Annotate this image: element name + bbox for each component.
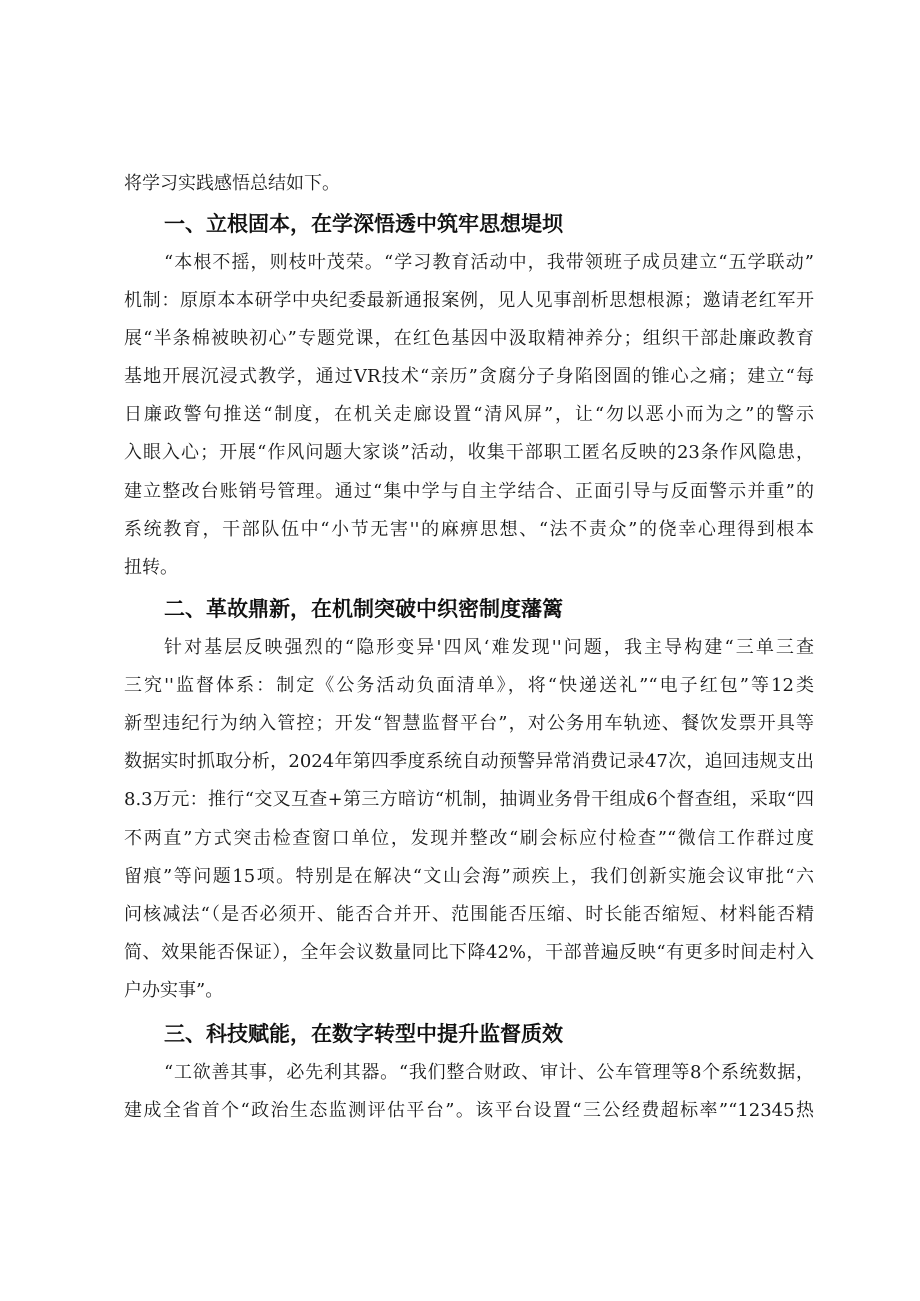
section-3-line-2: 建成全省首个“政治生态监测评估平台”。该平台设置“三公经费超标率”“12345热 <box>124 1100 814 1121</box>
section-3-line-1: “工欲善其事，必先利其器。“我们整合财政、审计、公车管理等8个系统数据， <box>164 1062 814 1083</box>
section-1-line-2: 机制：原原本本研学中央纪委最新通报案例，见人见事剖析思想根源；邀请老红军开 <box>124 290 814 311</box>
section-1-heading: 一、立根固本，在学深悟透中筑牢思想堤坝 <box>164 212 563 236</box>
section-2-line-7: 留痕”等问题15项。特别是在解决“文山会海”顽疾上，我们创新实施会议审批“六 <box>124 866 814 887</box>
section-2-heading: 二、革故鼎新，在机制突破中织密制度藩篱 <box>164 597 563 621</box>
section-1-line-5: 日廉政警句推送“制度，在机关走廊设置“清风屏”，让“勿以恶小而为之”的警示 <box>124 404 814 425</box>
section-2-line-2: 三究''监督体系：制定《公务活动负面清单》，将“快递送礼”“电子红包”等12类 <box>124 675 814 696</box>
section-1-line-1: “本根不摇，则枝叶茂荣。“学习教育活动中，我带领班子成员建立“五学联动” <box>164 252 814 273</box>
section-2-line-6: 不两直”方式突击检查窗口单位，发现并整改“刷会标应付检查”“微信工作群过度 <box>124 828 814 849</box>
section-1-line-7: 建立整改台账销号管理。通过“集中学与自主学结合、正面引导与反面警示并重”的 <box>124 481 814 502</box>
section-1-line-8: 系统教育，干部队伍中“小节无害''的麻痹思想、“法不责众”的侥幸心理得到根本 <box>124 519 814 540</box>
section-2-line-5: 8.3万元：推行“交叉互查+第三方暗访“机制，抽调业务骨干组成6个督查组，采取“四 <box>124 789 814 810</box>
section-2-line-9: 简、效果能否保证），全年会议数量同比下降42%，干部普遍反映“有更多时间走村入 <box>124 942 814 963</box>
section-2-line-3: 新型违纪行为纳入管控；开发“智慧监督平台”，对公务用车轨迹、餐饮发票开具等 <box>124 713 814 734</box>
section-2-line-4: 数据实时抓取分析，2024年第四季度系统自动预警异常消费记录47次，追回违规支出 <box>124 751 814 772</box>
section-1-line-6: 入眼入心；开展“作风问题大家谈”活动，收集干部职工匿名反映的23条作风隐患， <box>124 442 814 463</box>
section-3-heading: 三、科技赋能，在数字转型中提升监督质效 <box>164 1022 563 1046</box>
section-2-line-10: 户办实事”。 <box>124 980 224 1001</box>
section-2-line-1: 针对基层反映强烈的“隐形变异'四风‘难发现''问题，我主导构建“三单三查 <box>164 637 814 658</box>
section-1-line-9: 扭转。 <box>124 557 178 578</box>
section-1-line-4: 基地开展沉浸式教学，通过VR技术“亲历”贪腐分子身陷囹圄的锥心之痛；建立“每 <box>124 366 814 387</box>
section-2-line-8: 问核减法“（是否必须开、能否合并开、范围能否压缩、时长能否缩短、材料能否精 <box>124 904 814 925</box>
section-1-line-3: 展“半条棉被映初心”专题党课，在红色基因中汲取精神养分；组织干部赴廉政教育 <box>124 328 814 349</box>
intro-line: 将学习实践感悟总结如下。 <box>124 173 340 194</box>
